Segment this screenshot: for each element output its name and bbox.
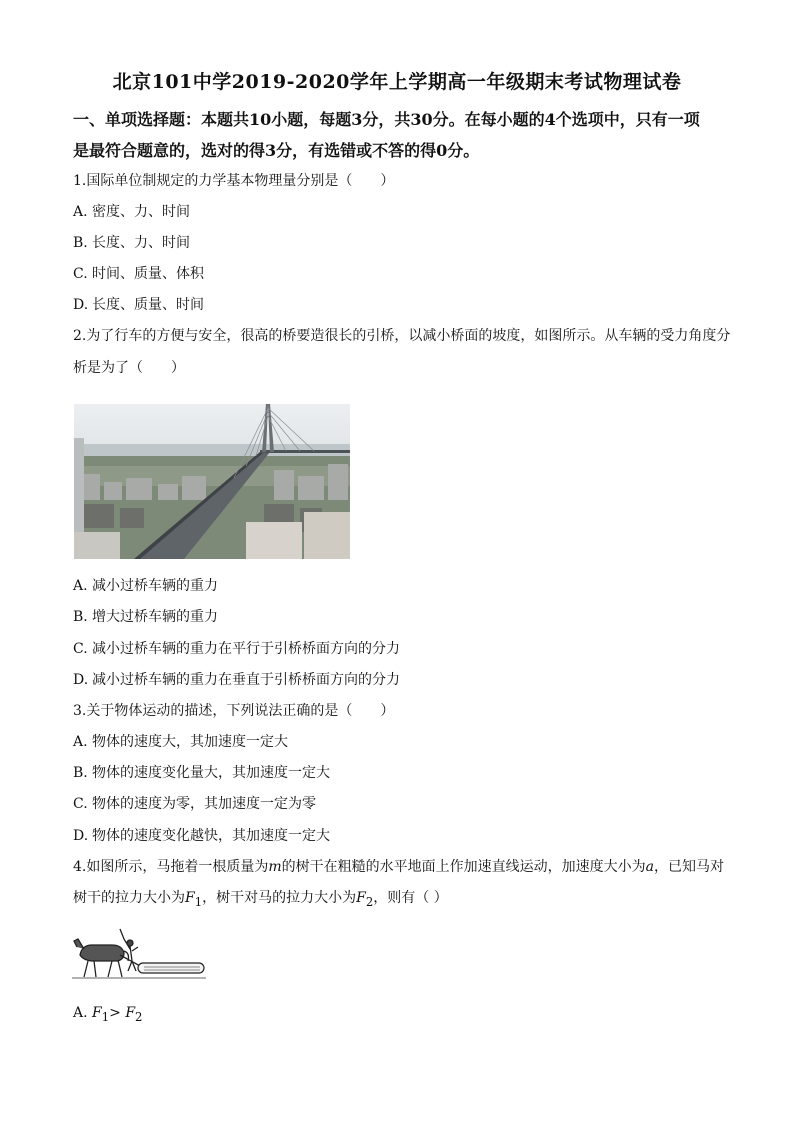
stem-text: 树干的拉力大小为: [73, 890, 185, 906]
option-text: 长度、力、时间: [92, 235, 190, 251]
option-text: 物体的速度大，其加速度一定大: [92, 734, 288, 750]
option-text: 物体的速度为零，其加速度一定为零: [92, 796, 316, 812]
subscript-1: 1: [194, 894, 203, 909]
variable-f2: F: [356, 890, 366, 906]
option-letter: B.: [73, 235, 88, 251]
subscript-2: 2: [365, 894, 374, 909]
option-letter: D.: [73, 297, 89, 313]
option-text: 物体的速度变化越快，其加速度一定大: [92, 828, 330, 844]
question-2-option-c: [73, 639, 400, 659]
option-text: 密度、力、时间: [92, 204, 190, 220]
bridge-photo: [74, 404, 350, 559]
question-3-option-a: [73, 732, 288, 752]
question-1-option-a: [73, 202, 190, 222]
option-letter: D.: [73, 828, 89, 844]
stem-text: 的树干在粗糙的水平地面上作加速直线运动，加速度大小为: [281, 859, 646, 875]
horse-figure-svg: [72, 927, 206, 982]
stem-text: ，已知马对: [654, 859, 724, 875]
question-2-option-d: [73, 670, 400, 690]
bridge-photo-svg: [74, 404, 350, 559]
variable-f2: F: [125, 1005, 136, 1021]
option-text: 时间、质量、体积: [92, 266, 204, 282]
question-2-option-b: [73, 607, 218, 627]
question-4-stem-line1: [73, 857, 724, 877]
page-title: 北京101中学2019-2020学年上学期高一年级期末考试物理试卷: [112, 71, 682, 93]
question-1-option-c: [73, 264, 204, 284]
option-letter: A.: [73, 734, 88, 750]
question-3-option-c: [73, 794, 316, 814]
section-instructions-line2: 是最符合题意的，选对的得3分，有选错或不答的得0分。: [73, 141, 480, 160]
question-4-option-a: [73, 1003, 142, 1027]
question-1-stem: 1.国际单位制规定的力学基本物理量分别是（ ）: [73, 173, 395, 189]
stem-text: 4.如图所示，马拖着一根质量为: [73, 859, 269, 875]
option-letter: D.: [73, 672, 89, 688]
question-3-option-d: [73, 826, 330, 846]
question-4-stem-line2: [73, 888, 448, 912]
question-1-option-b: [73, 233, 190, 253]
horse-dragging-log-figure: [72, 927, 206, 982]
greater-than-sign: >: [109, 1005, 126, 1021]
option-letter: B.: [73, 609, 88, 625]
section-instructions-line1: 一、单项选择题：本题共10小题，每题3分，共30分。在每小题的4个选项中，只有一项: [73, 110, 700, 129]
variable-f1: F: [92, 1005, 102, 1021]
option-letter: B.: [73, 765, 88, 781]
variable-a: a: [645, 859, 654, 875]
option-letter: C.: [73, 796, 88, 812]
option-letter: C.: [73, 641, 88, 657]
question-2-stem-line1: 2.为了行车的方便与安全，很高的桥要造很长的引桥，以减小桥面的坡度，如图所示。从车辆的受力角度分: [73, 328, 731, 344]
question-3-stem: 3.关于物体运动的描述，下列说法正确的是（ ）: [73, 703, 395, 719]
option-text: 物体的速度变化量大，其加速度一定大: [92, 765, 330, 781]
question-2-stem-line2: 析是为了（ ）: [73, 360, 185, 376]
option-letter: C.: [73, 266, 88, 282]
option-letter: A.: [73, 1005, 88, 1021]
question-3-option-b: [73, 763, 330, 783]
option-letter: A.: [73, 204, 88, 220]
option-text: 增大过桥车辆的重力: [92, 609, 218, 625]
option-text: 减小过桥车辆的重力: [92, 578, 218, 594]
stem-text: ，树干对马的拉力大小为: [202, 890, 357, 906]
question-1-option-d: [73, 295, 204, 315]
option-letter: A.: [73, 578, 88, 594]
question-2-option-a: [73, 576, 218, 596]
variable-m: m: [268, 859, 282, 875]
option-text: 减小过桥车辆的重力在垂直于引桥桥面方向的分力: [92, 672, 400, 688]
variable-f1: F: [185, 890, 195, 906]
option-text: 长度、质量、时间: [92, 297, 204, 313]
subscript-1: 1: [101, 1009, 110, 1024]
option-text: 减小过桥车辆的重力在平行于引桥桥面方向的分力: [92, 641, 400, 657]
subscript-2: 2: [135, 1009, 143, 1024]
stem-text: ，则有（ ）: [373, 890, 448, 906]
